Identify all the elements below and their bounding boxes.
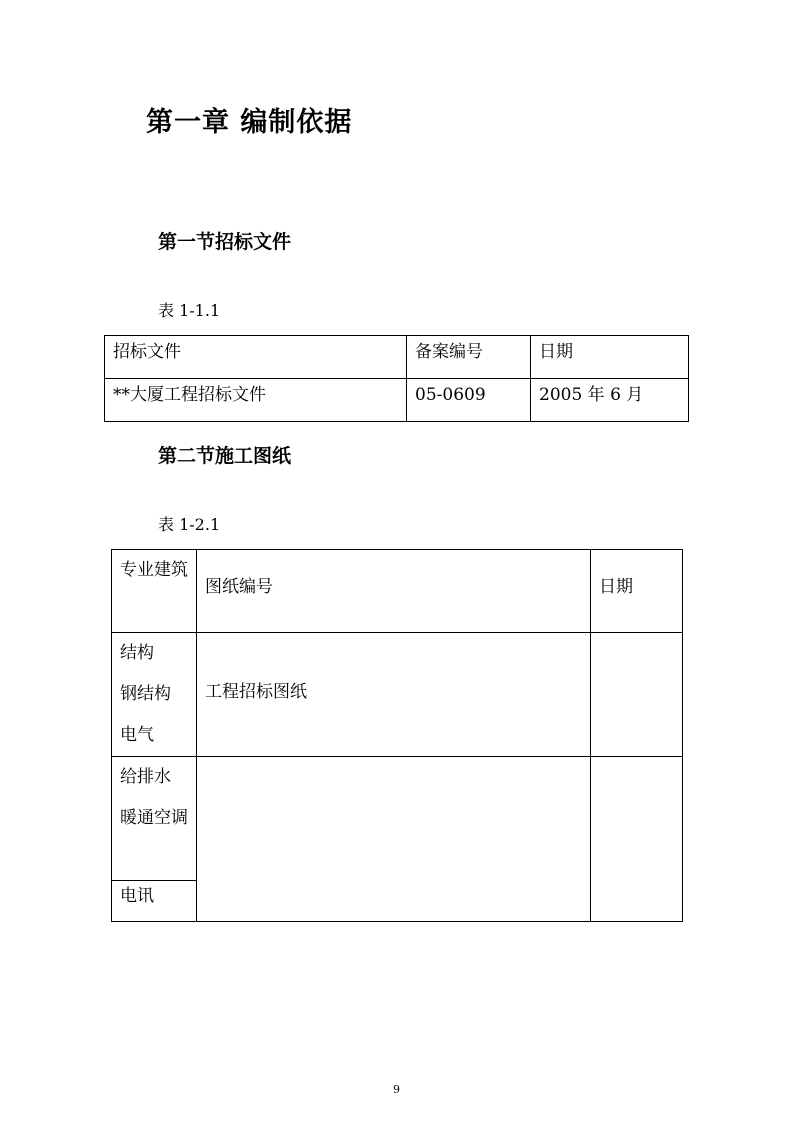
header-cell-drawing-no: 图纸编号: [197, 550, 591, 633]
table-row: [112, 757, 683, 881]
chapter-title: 第一章 编制依据: [146, 107, 353, 138]
table-row: [105, 379, 689, 422]
cell-specialty-telecom: 电讯: [112, 881, 197, 922]
section1-caption: 表 1-1.1: [158, 301, 221, 320]
header-cell-specialty: 专业建筑: [112, 550, 197, 633]
cell-document-name: **大厦工程招标文件: [105, 379, 407, 422]
cell-drawing-group2: [197, 757, 591, 922]
cell-record-no: 05-0609: [407, 379, 531, 422]
section2-caption: 表 1-2.1: [158, 515, 221, 534]
cell-specialties-group2: 给排水 暖通空调: [112, 757, 197, 881]
header-cell-date: 日期: [591, 550, 683, 633]
section1-title: 第一节招标文件: [158, 231, 292, 253]
table-header-row: [105, 336, 689, 379]
header-cell-date: 日期: [531, 336, 689, 379]
header-cell-bid-document: 招标文件: [105, 336, 407, 379]
drawings-table: [111, 549, 683, 922]
table-header-row: [112, 550, 683, 633]
header-cell-record-no: 备案编号: [407, 336, 531, 379]
cell-date: 2005 年 6 月: [531, 379, 689, 422]
bid-document-table: [104, 335, 689, 422]
page-number: 9: [393, 1083, 400, 1096]
cell-date-group2: [591, 757, 683, 922]
cell-specialties-group1: 结构 钢结构 电气: [112, 633, 197, 757]
section2-title: 第二节施工图纸: [158, 445, 292, 467]
cell-drawing-name: 工程招标图纸: [197, 633, 591, 757]
table-row: [112, 633, 683, 757]
cell-date-group1: [591, 633, 683, 757]
